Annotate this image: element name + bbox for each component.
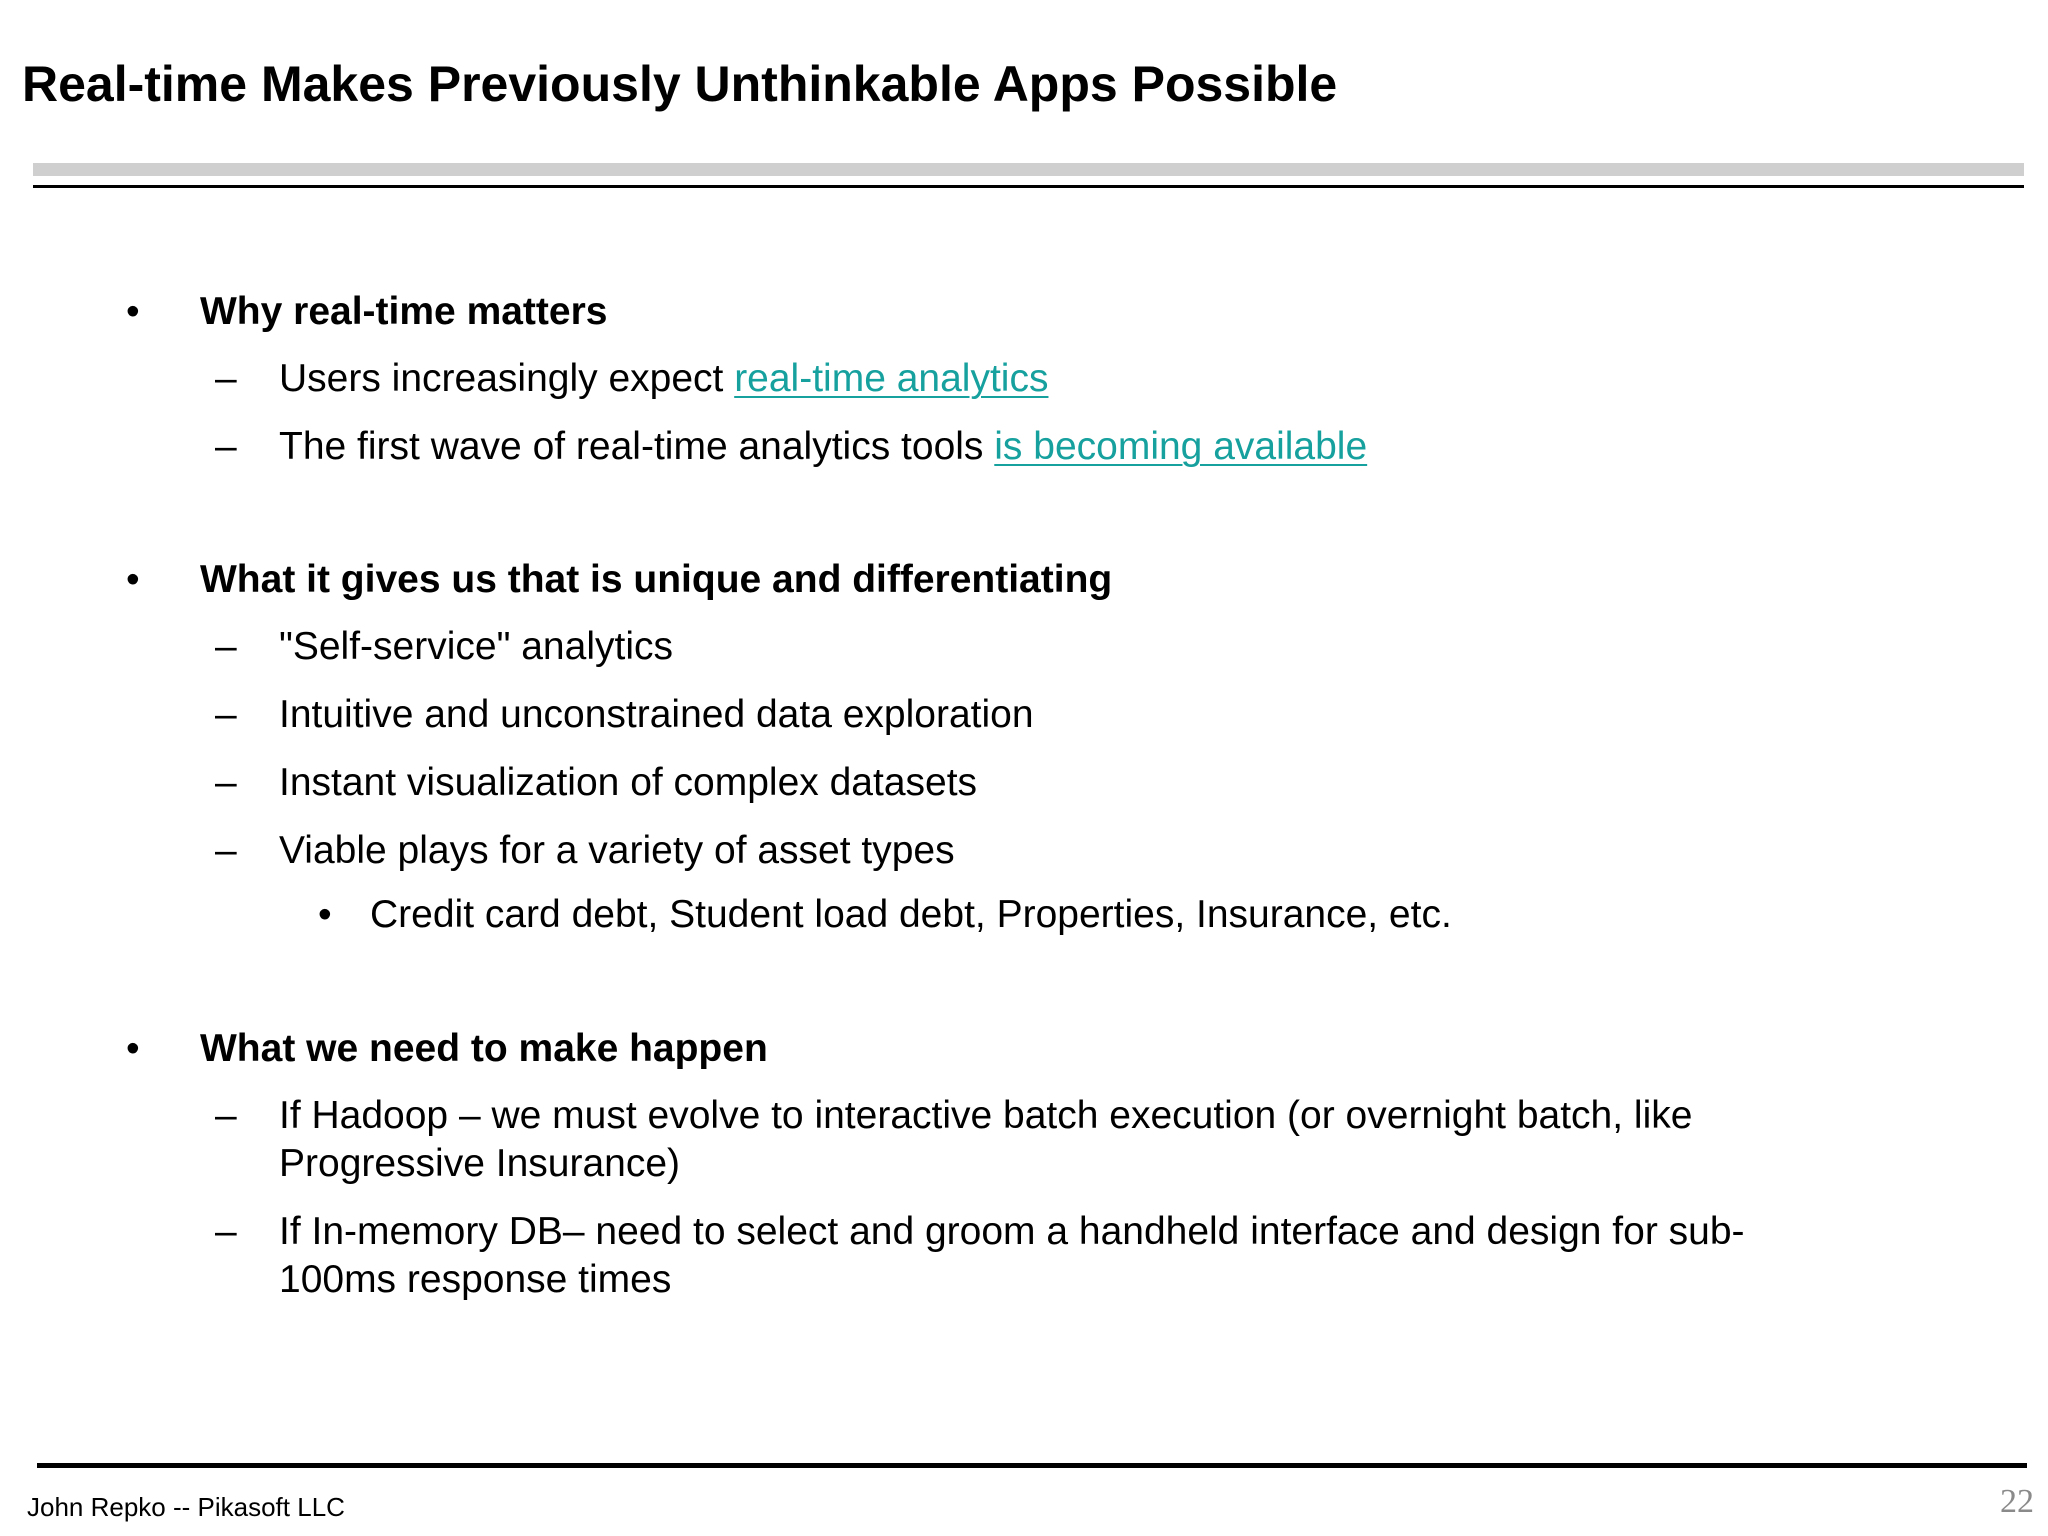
list-item-text: The first wave of real-time analytics tools — [279, 425, 995, 468]
footer-divider — [37, 1463, 2027, 1468]
real-time-analytics-link[interactable]: real-time analytics — [734, 357, 1049, 400]
section-heading-text: What it gives us that is unique and differentiating — [200, 558, 1113, 601]
list-item — [215, 827, 955, 875]
dash-marker: – — [215, 761, 237, 804]
sub-list-item — [318, 891, 1452, 939]
bullet-marker: • — [126, 1027, 140, 1070]
is-becoming-available-link[interactable]: is becoming available — [994, 425, 1368, 468]
list-item-text: If In-memory DB– need to select and groom a handheld interface and design for sub-100ms response times — [279, 1210, 1745, 1301]
list-item-text: Viable plays for a variety of asset types — [279, 829, 955, 872]
dash-marker: – — [215, 357, 237, 400]
sub-list-item-text: Credit card debt, Student load debt, Properties, Insurance, etc. — [370, 893, 1452, 936]
list-item — [215, 623, 673, 671]
footer-author: John Repko -- Pikasoft LLC — [27, 1492, 345, 1522]
list-item-text: If Hadoop – we must evolve to interactive batch execution (or overnight batch, like Progressive Insurance) — [279, 1094, 1693, 1185]
section-heading-what-we-need — [126, 1025, 768, 1073]
list-item-text: Intuitive and unconstrained data exploration — [279, 693, 1034, 736]
slide-title: Real-time Makes Previously Unthinkable Apps Possible — [22, 56, 1338, 112]
dash-marker: – — [215, 1094, 237, 1137]
section-heading-unique — [126, 556, 1113, 604]
dash-marker: – — [215, 829, 237, 872]
dash-marker: – — [215, 625, 237, 668]
list-item — [215, 355, 1049, 403]
list-item-text: Users increasingly expect — [279, 357, 735, 400]
dash-marker: – — [215, 1210, 237, 1253]
list-item — [215, 1092, 1799, 1188]
section-heading-text: What we need to make happen — [200, 1027, 768, 1070]
list-item — [215, 691, 1034, 739]
title-divider-black — [33, 185, 2024, 188]
section-heading-text: Why real-time matters — [200, 290, 608, 333]
dash-marker: – — [215, 425, 237, 468]
title-divider-gray — [33, 163, 2024, 176]
bullet-marker: • — [318, 893, 332, 936]
section-heading-why-real-time — [126, 288, 608, 336]
list-item — [215, 423, 1368, 471]
list-item — [215, 759, 978, 807]
list-item — [215, 1208, 1799, 1304]
list-item-text: Instant visualization of complex datasets — [279, 761, 978, 804]
bullet-marker: • — [126, 290, 140, 333]
page-number: 22 — [2000, 1483, 2034, 1520]
list-item-text: "Self-service" analytics — [279, 625, 673, 668]
bullet-marker: • — [126, 558, 140, 601]
dash-marker: – — [215, 693, 237, 736]
